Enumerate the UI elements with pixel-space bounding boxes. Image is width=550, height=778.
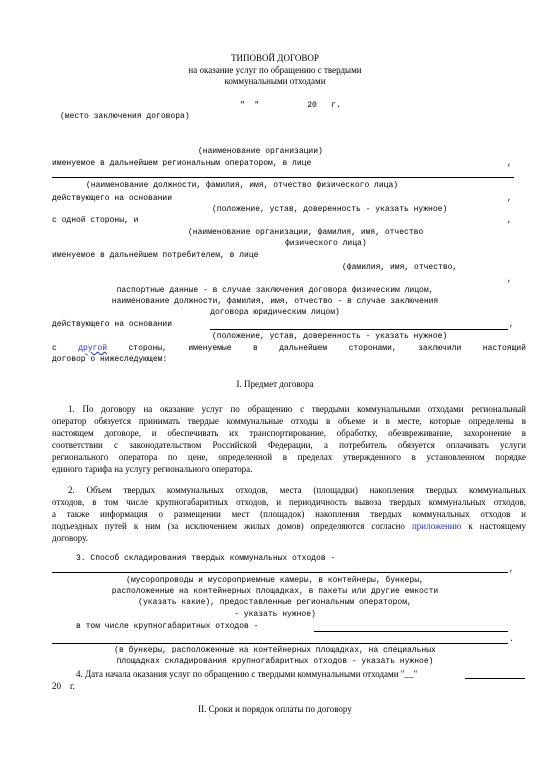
paragraph-2-line: 2. Объем твердых коммунальных отходов, места (площадки) накопления твердых коммунальных bbox=[68, 485, 526, 495]
service-start-date-line: 4. Дата начала оказания услуг по обращению с твердыми коммунальными отходами "__" bbox=[76, 669, 418, 679]
storage-note-line: - указать нужное) bbox=[234, 610, 316, 619]
position-name-note: (наименование должности, фамилия, имя, отчество физического лица) bbox=[86, 181, 399, 190]
paragraph-1-line: 1. По договору на оказание услуг по обращению с твердыми коммунальными отходами региональный bbox=[68, 404, 526, 414]
passport-note-c: договора юридическим лицом) bbox=[210, 308, 340, 317]
storage-note-line: (мусоропроводы и мусороприемные камеры, в контейнеры, бункеры, bbox=[126, 576, 424, 585]
comma: , bbox=[507, 194, 512, 203]
comma: , bbox=[507, 216, 512, 225]
paragraph-1-line: настоящем договоре, и обеспечивать их транспортирование, обработку, обезвреживание, захоронение в bbox=[52, 428, 526, 438]
bulky-waste-line: в том числе крупногабаритных отходов - bbox=[76, 622, 259, 631]
section-2-heading: II. Сроки и порядок оплаты по договору bbox=[198, 704, 352, 714]
other-party-line: с другой стороны, именуемые в дальнейшем сторонами, заключили настоящий bbox=[52, 344, 526, 353]
storage-note-line: расположенные на контейнерных площадках, в пакеты или другие емкости bbox=[111, 587, 439, 596]
passport-note-a: паспортные данные - в случае заключения договора физическим лицом, bbox=[116, 286, 434, 295]
consumer-name-note-a: (наименование организации, фамилия, имя, отчество bbox=[188, 228, 424, 237]
paragraph-1-line: соответствии с законодательством Российской Федерации, а потребитель обязуется оплачивать услуги bbox=[52, 440, 526, 450]
paragraph-2-line: отходов, в том числе крупногабаритных отходов, и периодичность вывоза твердых коммунальных отходов, bbox=[52, 497, 526, 507]
comma: , bbox=[509, 320, 514, 329]
comma: , bbox=[507, 275, 512, 284]
other-party-link[interactable]: другой bbox=[78, 344, 108, 353]
paragraph-2-line: договору. bbox=[52, 533, 88, 543]
appendix-link[interactable]: приложению bbox=[411, 521, 462, 531]
contract-place-note: (место заключения договора) bbox=[60, 112, 190, 121]
comma: , bbox=[507, 159, 512, 168]
paragraph-2-line: подъездных путей к ним (за исключением жилых домов) определяются согласно приложению к настоящему bbox=[52, 521, 526, 531]
storage-method-line: 3. Способ складирования твердых коммунальных отходов - bbox=[76, 554, 336, 563]
paragraph-1-line: регионального оператора по цене, определенной в пределах утвержденного в установленном порядке bbox=[52, 452, 526, 462]
acting-basis-line-2: действующего на основании bbox=[52, 320, 173, 329]
paragraph-2-line: а также информация о размещении мест (площадок) накопления твердых коммунальных отходов и bbox=[52, 509, 526, 519]
document-subtitle-line-2: коммунальными отходами bbox=[224, 76, 326, 86]
passport-note-b: наименование должности, фамилия, имя, отчество - в случае заключения bbox=[111, 297, 439, 306]
contract-date-line: " " 20 г. bbox=[240, 101, 341, 110]
fill-line bbox=[52, 572, 508, 573]
acting-basis-line: действующего на основании bbox=[52, 194, 173, 203]
document-title: ТИПОВОЙ ДОГОВОР bbox=[231, 53, 319, 63]
paragraph-1-line: единого тарифа на услугу регионального оператора. bbox=[52, 464, 253, 474]
regional-operator-line: именуемое в дальнейшем региональным оператором, в лице bbox=[52, 159, 312, 168]
consumer-name-note-b: физического лица) bbox=[285, 239, 367, 248]
fill-line bbox=[52, 643, 508, 644]
paragraph-1-line: оператор обязуется принимать твердые коммунальные отходы в объеме и в месте, которые определены в bbox=[52, 416, 526, 426]
consumer-line: именуемое в дальнейшем потребителем, в лице bbox=[52, 251, 259, 260]
period: . bbox=[509, 635, 514, 644]
basis-document-note: (положение, устав, доверенность - указать нужное) bbox=[212, 205, 448, 214]
bulky-note-line: (в бункеры, расположенные на контейнерных площадках, на специальных bbox=[114, 646, 436, 655]
fill-line bbox=[465, 678, 525, 679]
consumer-fio-note: (фамилия, имя, отчество, bbox=[342, 263, 458, 272]
fill-line bbox=[210, 329, 508, 330]
storage-note-line: (указать какие), предоставленные региональным оператором, bbox=[138, 598, 412, 607]
fill-line bbox=[314, 631, 508, 632]
org-name-note: (наименование организации) bbox=[198, 147, 323, 156]
service-start-year: 20 г. bbox=[52, 681, 75, 691]
first-party-line: с одной стороны, и bbox=[52, 216, 139, 225]
comma: , bbox=[509, 565, 514, 574]
basis-document-note-2: (положение, устав, доверенность - указать нужное) bbox=[212, 332, 448, 341]
document-subtitle-line-1: на оказание услуг по обращению с твердыми bbox=[188, 65, 362, 75]
agreement-line: договор о нижеследующем: bbox=[52, 355, 168, 364]
bulky-note-line: площадках складирования крупногабаритных отходов - указать нужное) bbox=[116, 657, 434, 666]
fill-line bbox=[52, 177, 514, 178]
section-1-heading: I. Предмет договора bbox=[236, 379, 314, 389]
